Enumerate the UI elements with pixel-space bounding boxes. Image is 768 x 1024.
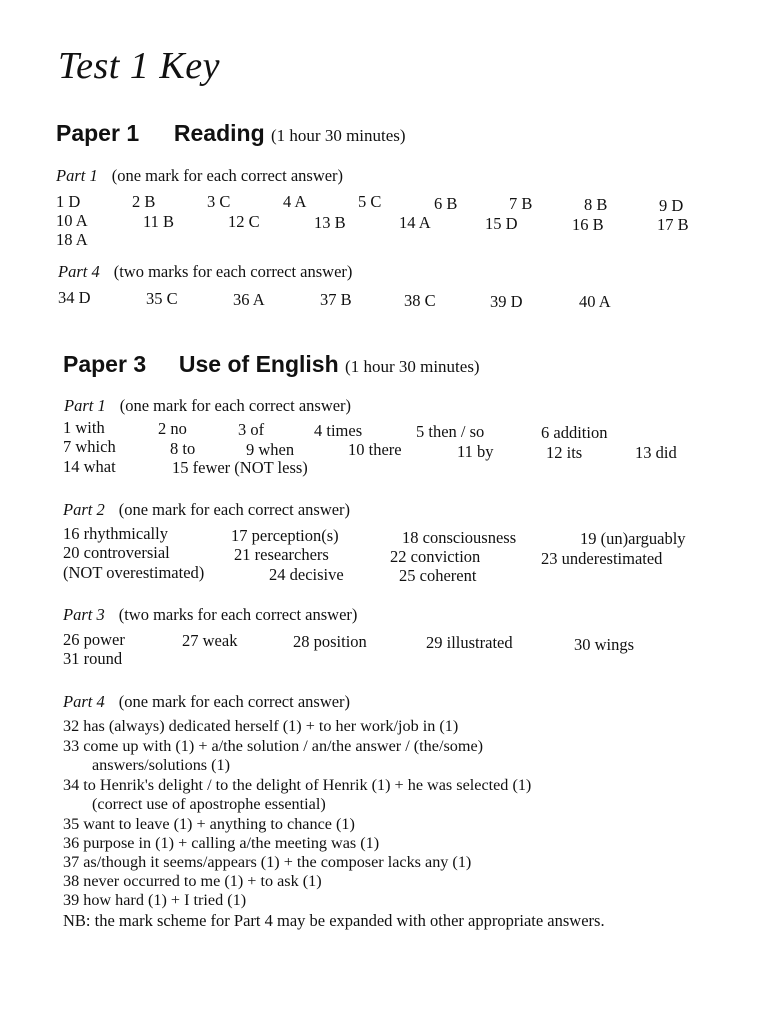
answer-item: 7 which — [63, 437, 116, 456]
answer-item: 28 position — [293, 632, 367, 651]
answer-item: 21 researchers — [234, 545, 329, 564]
answer-item: 8 B — [584, 195, 608, 214]
paper3-part4-desc: (one mark for each correct answer) — [118, 692, 351, 711]
answer-item: 18 consciousness — [402, 528, 517, 547]
paper1-part1-label: Part 1 — [56, 166, 98, 185]
paper1-heading — [56, 120, 406, 147]
answer-item: 16 rhythmically — [63, 524, 168, 543]
paper3-part2-header — [63, 500, 350, 520]
answer-item: 35 C — [146, 289, 178, 308]
answer-item: 6 B — [434, 194, 458, 213]
paper3-name: Use of English — [178, 351, 339, 377]
answer-item: (NOT overestimated) — [63, 563, 205, 582]
answer-item: 8 to — [170, 439, 196, 458]
paper1-part4-header — [58, 262, 352, 282]
answer-item: 10 A — [56, 211, 88, 230]
answer-line: 35 want to leave (1) + anything to chance (1) — [63, 815, 355, 833]
answer-line: (correct use of apostrophe essential) — [92, 795, 326, 813]
answer-line: 36 purpose in (1) + calling a/the meeting was (1) — [63, 834, 380, 852]
paper1-duration: (1 hour 30 minutes) — [271, 126, 406, 145]
paper3-heading — [63, 351, 480, 378]
paper3-part2-label: Part 2 — [63, 500, 105, 519]
answer-item: 15 fewer (NOT less) — [172, 458, 308, 477]
answer-item: 30 wings — [574, 635, 635, 654]
paper3-part1-header — [64, 396, 351, 416]
answer-item: 12 C — [228, 212, 260, 231]
answer-item: 17 B — [657, 215, 689, 234]
answer-item: 1 D — [56, 192, 81, 211]
answer-item: 22 conviction — [390, 547, 481, 566]
paper1-name: Reading — [173, 120, 265, 146]
answer-item: 40 A — [579, 292, 611, 311]
paper1-label: Paper 1 — [56, 120, 140, 146]
answer-item: 23 underestimated — [541, 549, 663, 568]
answer-item: 5 then / so — [416, 422, 485, 441]
answer-item: 36 A — [233, 290, 265, 309]
answer-item: 14 A — [399, 213, 431, 232]
answer-line: 39 how hard (1) + I tried (1) — [63, 891, 247, 909]
answer-item: 7 B — [509, 194, 533, 213]
paper3-label: Paper 3 — [63, 351, 147, 377]
paper1-part4-label: Part 4 — [58, 262, 100, 281]
answer-item: 1 with — [63, 418, 105, 437]
answer-item: 10 there — [348, 440, 402, 459]
answer-item: 24 decisive — [269, 565, 344, 584]
answer-item: 13 did — [635, 443, 677, 462]
answer-item: 11 by — [457, 442, 494, 461]
answer-item: 27 weak — [182, 631, 238, 650]
paper1-part1-desc: (one mark for each correct answer) — [111, 166, 344, 185]
answer-line: 34 to Henrik's delight / to the delight of Henrik (1) + he was selected (1) — [63, 776, 532, 794]
paper3-part3-header — [63, 605, 357, 625]
answer-item: 37 B — [320, 290, 352, 309]
answer-item: 13 B — [314, 213, 346, 232]
page-title: Test 1 Key — [58, 45, 220, 87]
answer-item: 4 A — [283, 192, 307, 211]
answer-item: 12 its — [546, 443, 583, 462]
answer-line: answers/solutions (1) — [92, 756, 231, 774]
answer-item: 14 what — [63, 457, 116, 476]
paper3-duration: (1 hour 30 minutes) — [345, 357, 480, 376]
answer-item: 19 (un)arguably — [580, 529, 686, 548]
paper3-part1-desc: (one mark for each correct answer) — [119, 396, 352, 415]
answer-item: 18 A — [56, 230, 88, 249]
paper3-part1-label: Part 1 — [64, 396, 106, 415]
answer-item: 38 C — [404, 291, 436, 310]
answer-line: 33 come up with (1) + a/the solution / an/the answer / (the/some) — [63, 737, 484, 755]
answer-item: 20 controversial — [63, 543, 170, 562]
answer-item: 15 D — [485, 214, 518, 233]
answer-item: 2 B — [132, 192, 156, 211]
answer-item: 2 no — [158, 419, 187, 438]
answer-item: 3 C — [207, 192, 231, 211]
answer-item: 17 perception(s) — [231, 526, 339, 545]
answer-item: 4 times — [314, 421, 363, 440]
answer-line: 32 has (always) dedicated herself (1) + to her work/job in (1) — [63, 717, 459, 735]
part4-note: NB: the mark scheme for Part 4 may be expanded with other appropriate answers. — [63, 911, 605, 930]
answer-item: 34 D — [58, 288, 91, 307]
answer-item: 39 D — [490, 292, 523, 311]
answer-item: 25 coherent — [399, 566, 477, 585]
paper3-part4-label: Part 4 — [63, 692, 105, 711]
paper3-part2-desc: (one mark for each correct answer) — [118, 500, 351, 519]
paper3-part4-header — [63, 692, 350, 712]
paper1-part4-desc: (two marks for each correct answer) — [113, 262, 353, 281]
answer-line: 38 never occurred to me (1) + to ask (1) — [63, 872, 322, 890]
answer-item: 11 B — [143, 212, 175, 231]
answer-item: 9 when — [246, 440, 295, 459]
paper3-part3-label: Part 3 — [63, 605, 105, 624]
answer-item: 6 addition — [541, 423, 608, 442]
answer-line: 37 as/though it seems/appears (1) + the composer lacks any (1) — [63, 853, 472, 871]
answer-item: 5 C — [358, 192, 382, 211]
paper3-part3-desc: (two marks for each correct answer) — [118, 605, 358, 624]
paper1-part1-header — [56, 166, 343, 186]
answer-item: 29 illustrated — [426, 633, 513, 652]
answer-item: 31 round — [63, 649, 123, 668]
answer-item: 3 of — [238, 420, 265, 439]
answer-item: 26 power — [63, 630, 125, 649]
answer-item: 16 B — [572, 215, 604, 234]
answer-item: 9 D — [659, 196, 684, 215]
